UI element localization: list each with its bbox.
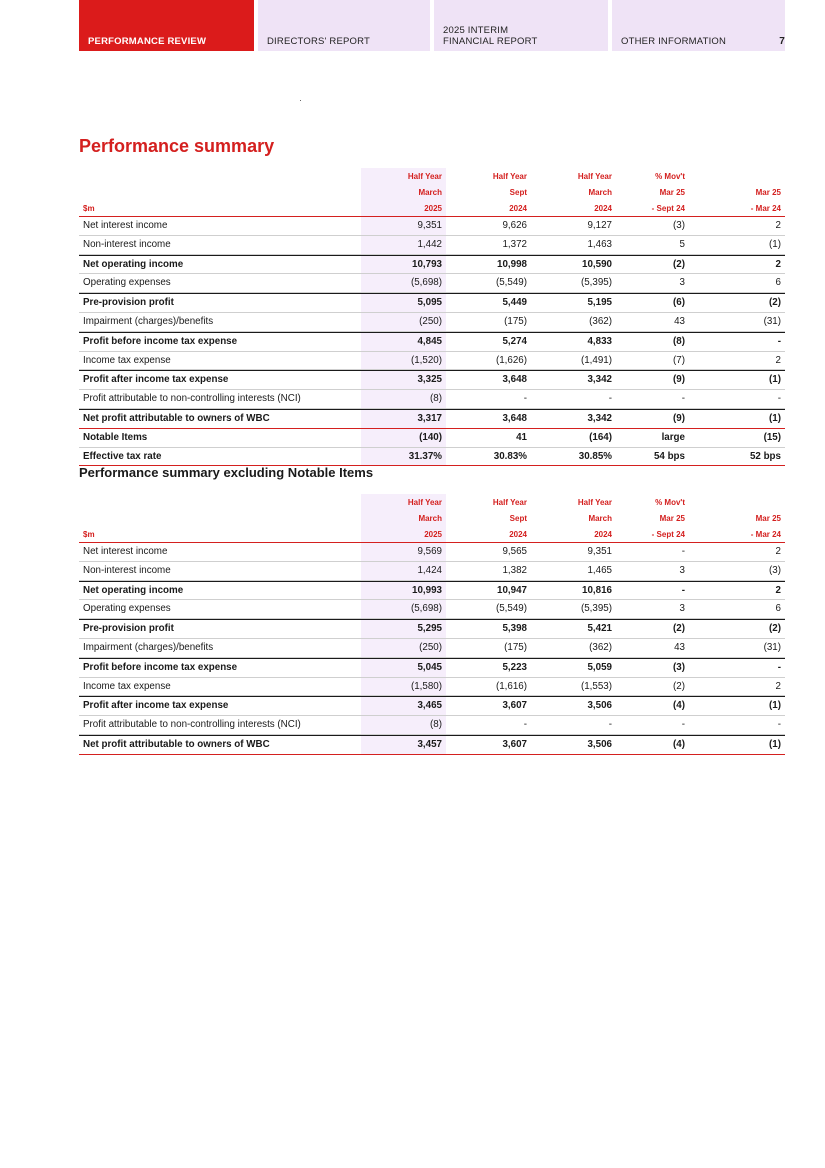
- table-row: [79, 255, 785, 275]
- tab-interim-financial-report[interactable]: [434, 0, 608, 51]
- row-label: Impairment (charges)/benefits: [83, 315, 214, 327]
- table-cell: 2: [775, 354, 781, 366]
- table-cell: -: [608, 719, 612, 731]
- table-row: [79, 716, 785, 735]
- table-cell: (1,580): [410, 680, 442, 692]
- row-label: Non-interest income: [83, 564, 171, 576]
- column-header: Half Year: [407, 172, 442, 181]
- performance-summary-table: [79, 168, 785, 466]
- table-cell: 1,465: [587, 564, 612, 576]
- table-cell: (1): [769, 700, 781, 712]
- table-cell: -: [777, 719, 781, 731]
- table-cell: -: [681, 393, 685, 405]
- table-cell: 2: [775, 220, 781, 231]
- table-row: [79, 619, 785, 639]
- table-row: [79, 562, 785, 581]
- table-cell: 30.85%: [578, 450, 612, 462]
- row-label: Non-interest income: [83, 238, 171, 250]
- table-row: [79, 678, 785, 697]
- table-cell: 2: [775, 584, 781, 596]
- table-cell: 5,398: [502, 623, 527, 635]
- column-header: 2024: [594, 204, 612, 213]
- table-cell: (4): [673, 700, 685, 712]
- column-header: 2024: [509, 530, 527, 539]
- table-cell: (2): [769, 623, 781, 635]
- column-header: March: [418, 514, 442, 523]
- tab-performance-review-label: PERFORMANCE REVIEW: [88, 36, 207, 47]
- table-cell: 9,127: [587, 220, 612, 231]
- header-label: $m: [83, 204, 95, 213]
- table-row: [79, 639, 785, 658]
- table-cell: -: [608, 393, 612, 405]
- column-header: Half Year: [492, 172, 527, 181]
- table-cell: (1,520): [410, 354, 442, 366]
- table-cell: (8): [430, 393, 442, 405]
- table-row: [79, 429, 785, 448]
- table-row: [79, 217, 785, 236]
- table-cell: 5: [679, 238, 685, 250]
- table-cell: 1,463: [587, 238, 612, 250]
- table-cell: -: [777, 335, 781, 347]
- table-cell: 1,372: [502, 238, 527, 250]
- column-header: March: [588, 514, 612, 523]
- table-cell: (9): [673, 412, 685, 424]
- header-label: [79, 184, 361, 200]
- table-cell: (362): [589, 315, 612, 327]
- table-cell: (8): [673, 335, 685, 347]
- table-cell: 43: [674, 641, 685, 653]
- column-header: 2024: [509, 204, 527, 213]
- row-label: Operating expenses: [83, 277, 171, 289]
- table-cell: (5,549): [495, 603, 527, 615]
- table-cell: large: [661, 431, 685, 443]
- table-cell: (3): [769, 564, 781, 576]
- table-cell: 3,506: [587, 700, 612, 712]
- table-cell: (5,698): [410, 277, 442, 289]
- table-cell: (4): [673, 738, 685, 750]
- table-cell: 5,223: [502, 661, 527, 673]
- table-cell: (250): [419, 641, 442, 653]
- table-cell: (1,616): [495, 680, 527, 692]
- table-cell: (5,549): [495, 277, 527, 289]
- row-label: Net operating income: [83, 584, 184, 596]
- table-row: [79, 735, 785, 755]
- page-title: Performance summary: [79, 136, 275, 156]
- table-row: [79, 352, 785, 371]
- table-cell: 3,457: [417, 738, 442, 750]
- table-cell: 2: [775, 680, 781, 692]
- table-row: [79, 332, 785, 352]
- row-label: Net interest income: [83, 220, 168, 231]
- column-header: Half Year: [492, 498, 527, 507]
- table-cell: 5,421: [587, 623, 612, 635]
- table-cell: (3): [673, 220, 685, 231]
- table-row: [79, 313, 785, 332]
- table-row: [79, 409, 785, 429]
- table-cell: (31): [763, 641, 781, 653]
- header-row: [79, 526, 785, 543]
- table-cell: 3: [679, 564, 685, 576]
- table-cell: -: [523, 393, 527, 405]
- column-header: Half Year: [577, 172, 612, 181]
- tab-interim-financial-report-label: [443, 25, 538, 47]
- column-header: Sept: [509, 188, 527, 197]
- table-cell: -: [523, 719, 527, 731]
- column-header: - Mar 24: [750, 204, 781, 213]
- table-cell: 9,351: [587, 546, 612, 557]
- table-cell: 3,465: [417, 700, 442, 712]
- table-cell: 1,442: [417, 238, 442, 250]
- table-cell: 3: [679, 603, 685, 615]
- table-cell: 3: [679, 277, 685, 289]
- table-cell: -: [777, 393, 781, 405]
- column-header: Half Year: [407, 498, 442, 507]
- table-cell: 5,274: [502, 335, 527, 347]
- table-cell: 3,648: [502, 412, 527, 424]
- table-cell: 9,569: [417, 546, 442, 557]
- column-header: Mar 25: [755, 514, 781, 523]
- table-cell: 1,382: [502, 564, 527, 576]
- table-cell: 5,059: [587, 661, 612, 673]
- header-row: [79, 510, 785, 526]
- column-header: - Sept 24: [651, 204, 685, 213]
- column-header: - Mar 24: [750, 530, 781, 539]
- column-header: 2025: [424, 530, 442, 539]
- row-label: Profit after income tax expense: [83, 700, 229, 712]
- table-cell: (31): [763, 315, 781, 327]
- table-cell: (1,553): [580, 680, 612, 692]
- table-row: [79, 448, 785, 467]
- row-label: Profit before income tax expense: [83, 335, 238, 347]
- table-cell: 5,295: [417, 623, 442, 635]
- table-cell: (175): [504, 641, 527, 653]
- table-cell: (1): [769, 738, 781, 750]
- table-cell: -: [681, 584, 685, 596]
- column-header: Mar 25: [659, 514, 685, 523]
- table-cell: 1,424: [417, 564, 442, 576]
- tab-other-information[interactable]: [612, 0, 785, 51]
- header-row: [79, 200, 785, 217]
- table-cell: (8): [430, 719, 442, 731]
- table-cell: 10,590: [582, 258, 612, 270]
- top-navigation: [79, 0, 785, 51]
- table-cell: (3): [673, 661, 685, 673]
- tab-directors-report-label: DIRECTORS' REPORT: [267, 36, 371, 47]
- table-row: [79, 293, 785, 313]
- table-cell: 5,045: [417, 661, 442, 673]
- column-header: March: [588, 188, 612, 197]
- table-cell: (362): [589, 641, 612, 653]
- row-label: Net profit attributable to owners of WBC: [83, 738, 270, 750]
- tab-interim-line2: FINANCIAL REPORT: [443, 36, 538, 47]
- table-cell: 5,095: [417, 297, 442, 309]
- row-label: Pre-provision profit: [83, 623, 174, 635]
- row-label: Profit after income tax expense: [83, 374, 229, 386]
- table-cell: (6): [673, 297, 685, 309]
- header-label: $m: [83, 530, 95, 539]
- table-cell: 10,947: [497, 584, 527, 596]
- column-header: % Mov't: [655, 498, 685, 507]
- tab-interim-line1: 2025 INTERIM: [443, 25, 509, 36]
- table-cell: 9,626: [502, 220, 527, 231]
- table-cell: 3,607: [502, 738, 527, 750]
- table-cell: 10,816: [582, 584, 612, 596]
- table-cell: (1): [769, 374, 781, 386]
- table-cell: -: [681, 546, 685, 557]
- table-cell: (1,491): [580, 354, 612, 366]
- table-cell: (7): [673, 354, 685, 366]
- column-header: Mar 25: [755, 188, 781, 197]
- table-cell: -: [681, 719, 685, 731]
- table-cell: 3,342: [587, 412, 612, 424]
- row-label: Income tax expense: [83, 354, 171, 366]
- column-header: [701, 494, 785, 510]
- tab-other-information-label: OTHER INFORMATION: [621, 36, 727, 47]
- table-cell: (1): [769, 238, 781, 250]
- table-cell: (250): [419, 315, 442, 327]
- table-cell: 9,351: [417, 220, 442, 231]
- table-row: [79, 543, 785, 562]
- table-cell: 3,325: [417, 374, 442, 386]
- table-row: [79, 696, 785, 716]
- column-header: Sept: [509, 514, 527, 523]
- row-label: Effective tax rate: [83, 450, 162, 462]
- table-row: [79, 390, 785, 409]
- row-label: Net operating income: [83, 258, 184, 270]
- table-cell: (5,698): [410, 603, 442, 615]
- table-cell: (164): [589, 431, 612, 443]
- row-label: Net interest income: [83, 546, 168, 557]
- row-label: Income tax expense: [83, 680, 171, 692]
- table-row: [79, 581, 785, 601]
- table-cell: (140): [419, 431, 442, 443]
- table-cell: (9): [673, 374, 685, 386]
- row-label: Profit before income tax expense: [83, 661, 238, 673]
- table-cell: 3,607: [502, 700, 527, 712]
- header-label: [79, 494, 361, 510]
- table-cell: -: [777, 661, 781, 673]
- table-row: [79, 370, 785, 390]
- table-cell: 54 bps: [653, 450, 685, 462]
- table-row: [79, 236, 785, 255]
- row-label: Profit attributable to non-controlling interests (NCI): [83, 719, 301, 731]
- row-label: Profit attributable to non-controlling interests (NCI): [83, 393, 301, 405]
- table-cell: 31.37%: [408, 450, 442, 462]
- table-cell: (1): [769, 412, 781, 424]
- table-cell: (1,626): [495, 354, 527, 366]
- row-label: Notable Items: [83, 431, 148, 443]
- table-cell: 30.83%: [493, 450, 527, 462]
- table-cell: 41: [516, 431, 527, 443]
- table-cell: (2): [769, 297, 781, 309]
- column-header: % Mov't: [655, 172, 685, 181]
- table-cell: 6: [775, 277, 781, 289]
- row-label: Net profit attributable to owners of WBC: [83, 412, 270, 424]
- table-cell: 4,845: [417, 335, 442, 347]
- column-header: March: [418, 188, 442, 197]
- column-header: [701, 168, 785, 184]
- table-cell: 2: [775, 258, 781, 270]
- table-cell: (15): [763, 431, 781, 443]
- table-row: [79, 274, 785, 293]
- table-cell: 3,342: [587, 374, 612, 386]
- table-cell: (175): [504, 315, 527, 327]
- table-cell: (2): [673, 680, 685, 692]
- table-cell: 10,793: [412, 258, 442, 270]
- table-cell: 52 bps: [749, 450, 781, 462]
- table-cell: 9,565: [502, 546, 527, 557]
- performance-summary-excl-notable-table: [79, 494, 785, 755]
- table-row: [79, 658, 785, 678]
- table-cell: 10,998: [497, 258, 527, 270]
- section-subtitle: Performance summary excluding Notable Items: [79, 465, 374, 480]
- column-header: 2025: [424, 204, 442, 213]
- header-row: [79, 494, 785, 510]
- row-label: Impairment (charges)/benefits: [83, 641, 214, 653]
- tab-directors-report[interactable]: [258, 0, 430, 51]
- page-number: 7: [779, 36, 785, 47]
- row-label: Pre-provision profit: [83, 297, 174, 309]
- column-header: Mar 25: [659, 188, 685, 197]
- table-cell: 4,833: [587, 335, 612, 347]
- table-cell: 5,195: [587, 297, 612, 309]
- table-cell: 6: [775, 603, 781, 615]
- header-row: [79, 168, 785, 184]
- table-cell: (2): [673, 258, 685, 270]
- header-label: [79, 168, 361, 184]
- table-cell: 3,648: [502, 374, 527, 386]
- column-header: - Sept 24: [651, 530, 685, 539]
- table-row: [79, 600, 785, 619]
- table-cell: 2: [775, 546, 781, 557]
- table-cell: (2): [673, 623, 685, 635]
- table-cell: 3,317: [417, 412, 442, 424]
- table-cell: (5,395): [580, 603, 612, 615]
- header-row: [79, 184, 785, 200]
- table-cell: 3,506: [587, 738, 612, 750]
- column-header: Half Year: [577, 498, 612, 507]
- table-cell: 43: [674, 315, 685, 327]
- stray-dot: [300, 100, 301, 101]
- table-cell: (5,395): [580, 277, 612, 289]
- table-cell: 5,449: [502, 297, 527, 309]
- column-header: 2024: [594, 530, 612, 539]
- table-cell: 10,993: [412, 584, 442, 596]
- row-label: Operating expenses: [83, 603, 171, 615]
- header-label: [79, 510, 361, 526]
- tab-performance-review[interactable]: [79, 0, 254, 51]
